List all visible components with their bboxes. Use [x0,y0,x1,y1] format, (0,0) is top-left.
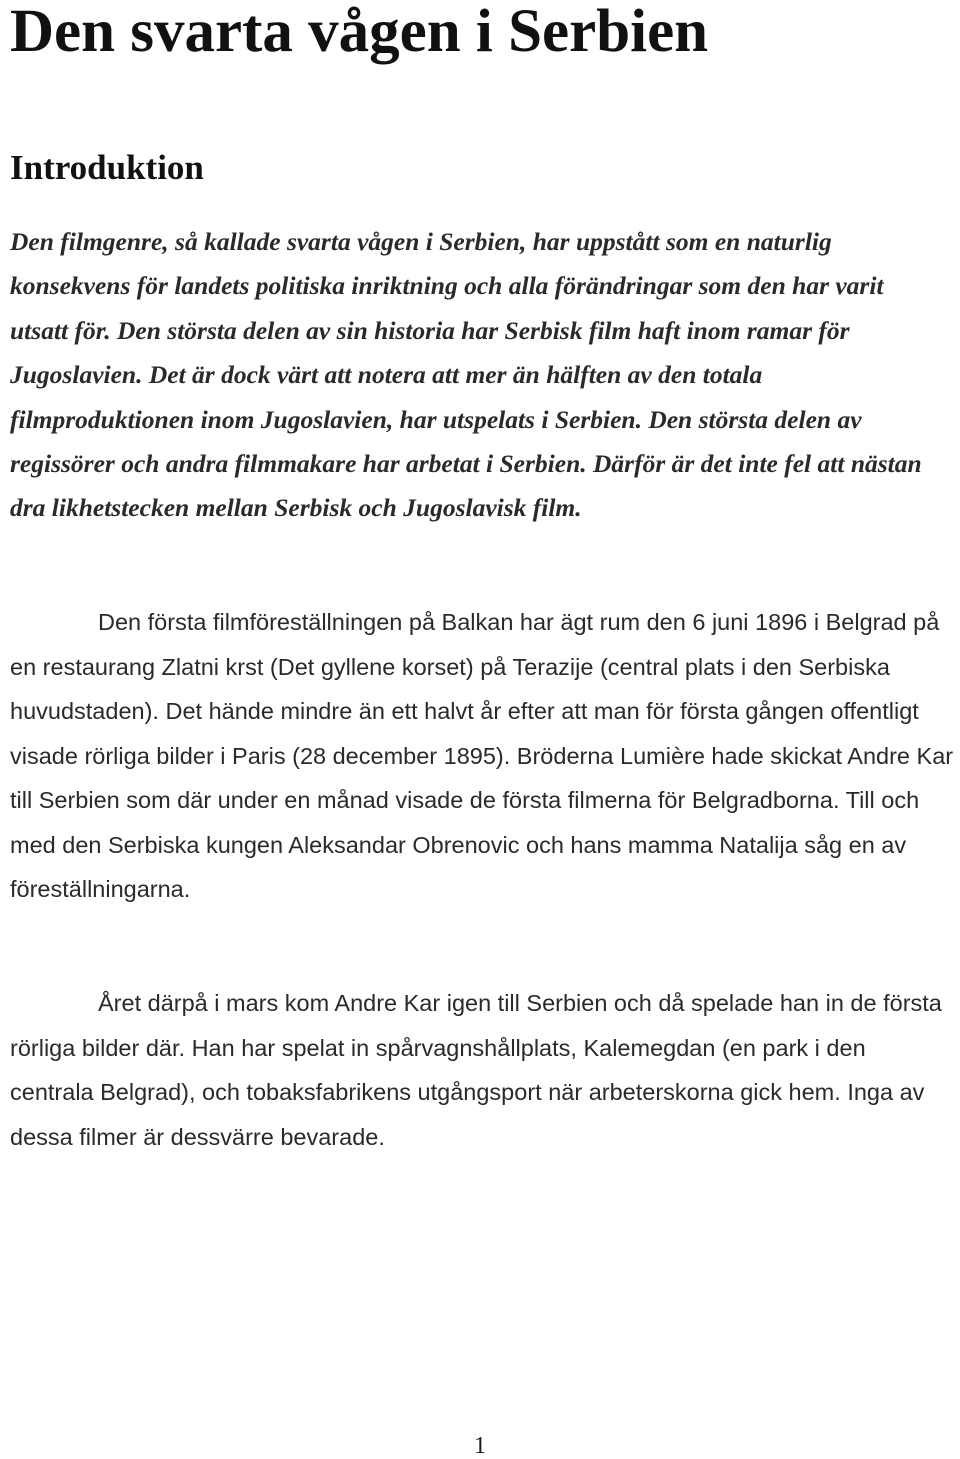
page-number: 1 [474,1433,486,1459]
body-paragraph: Året därpå i mars kom Andre Kar igen till Serbien och då spelade han in de första rörliga bilder där. Han har spelat in spårvagnshållplats, Kalemegdan (en park i den centrala Belgrad), och tobaksfabrikens utgångsport när arbeterskorna gick hem. Inga av dessa filmer är dessvärre bevarade. [10,990,942,1150]
body-paragraph: Den första filmföreställningen på Balkan har ägt rum den 6 juni 1896 i Belgrad på en restaurang Zlatni krst (Det gyllene korset) på Terazije (central plats i den Serbiska huvudstaden). Det hände mindre än ett halvt år efter att man för första gången offentligt visade rörliga bilder i Paris (28 december 1895). Bröderna Lumière hade skickat Andre Kar till Serbien som där under en månad visade de första filmerna för Belgradborna. Till och med den Serbiska kungen Aleksandar Obrenovic och hans mamma Natalija såg en av föreställningarna. [10,609,954,902]
document-title: Den svarta vågen i Serbien [10,0,709,65]
intro-paragraph: Den filmgenre, så kallade svarta vågen i Serbien, har uppstått som en naturlig konsekvens för landets politiska inriktning och alla förändringar som den har varit utsatt för. Den största delen av sin historia har Serbisk film haft inom ramar för Jugoslavien. Det är dock värt att notera att mer än hälften av den totala filmproduktionen inom Jugoslavien, har utspelats i Serbien. Den största delen av regissörer och andra filmmakare har arbetat i Serbien. Därför är det inte fel att nästan dra likhetstecken mellan Serbisk och Jugoslavisk film. [10,227,922,523]
section-heading: Introduktion [10,148,204,187]
